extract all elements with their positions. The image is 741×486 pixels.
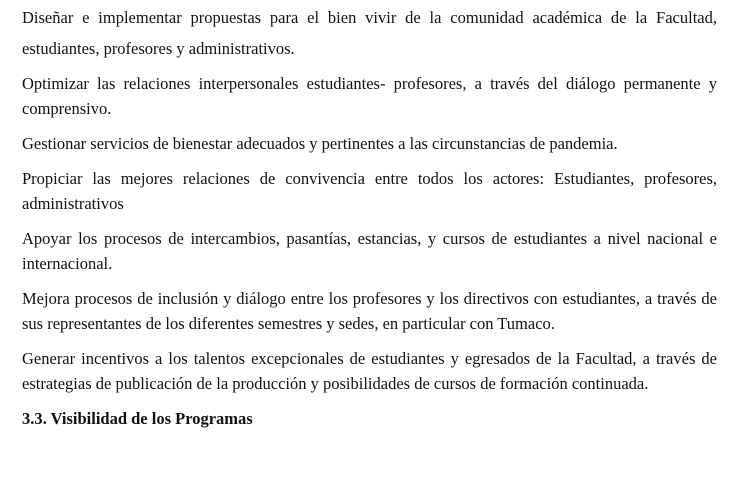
section-heading: 3.3. Visibilidad de los Programas: [22, 409, 253, 428]
paragraph-servicios-bienestar: Gestionar servicios de bienestar adecuados y pertinentes a las circunstancias de pandemia.: [22, 134, 618, 153]
paragraph-bienestar-comunidad: Diseñar e implementar propuestas para el bien vivir de la comunidad académica de la Facultad, estudiantes, profesores y administrativos.: [22, 8, 717, 58]
document-page: [22, 2, 717, 431]
paragraph-relaciones-interpersonales: Optimizar las relaciones interpersonales estudiantes- profesores, a través del diálogo permanente y comprensivo.: [22, 74, 717, 118]
paragraph-intercambios: Apoyar los procesos de intercambios, pasantías, estancias, y cursos de estudiantes a nivel nacional e internacional.: [22, 229, 717, 273]
paragraph-inclusion-dialogo: Mejora procesos de inclusión y diálogo entre los profesores y los directivos con estudiantes, a través de sus representantes de los diferentes semestres y sedes, en particular con Tumaco.: [22, 289, 717, 333]
paragraph-relaciones-convivencia: Propiciar las mejores relaciones de convivencia entre todos los actores: Estudiantes, profesores, administrativos: [22, 169, 717, 213]
paragraph-incentivos-talentos: Generar incentivos a los talentos excepcionales de estudiantes y egresados de la Facultad, a través de estrategias de publicación de la producción y posibilidades de cursos de formación continuada.: [22, 349, 717, 393]
